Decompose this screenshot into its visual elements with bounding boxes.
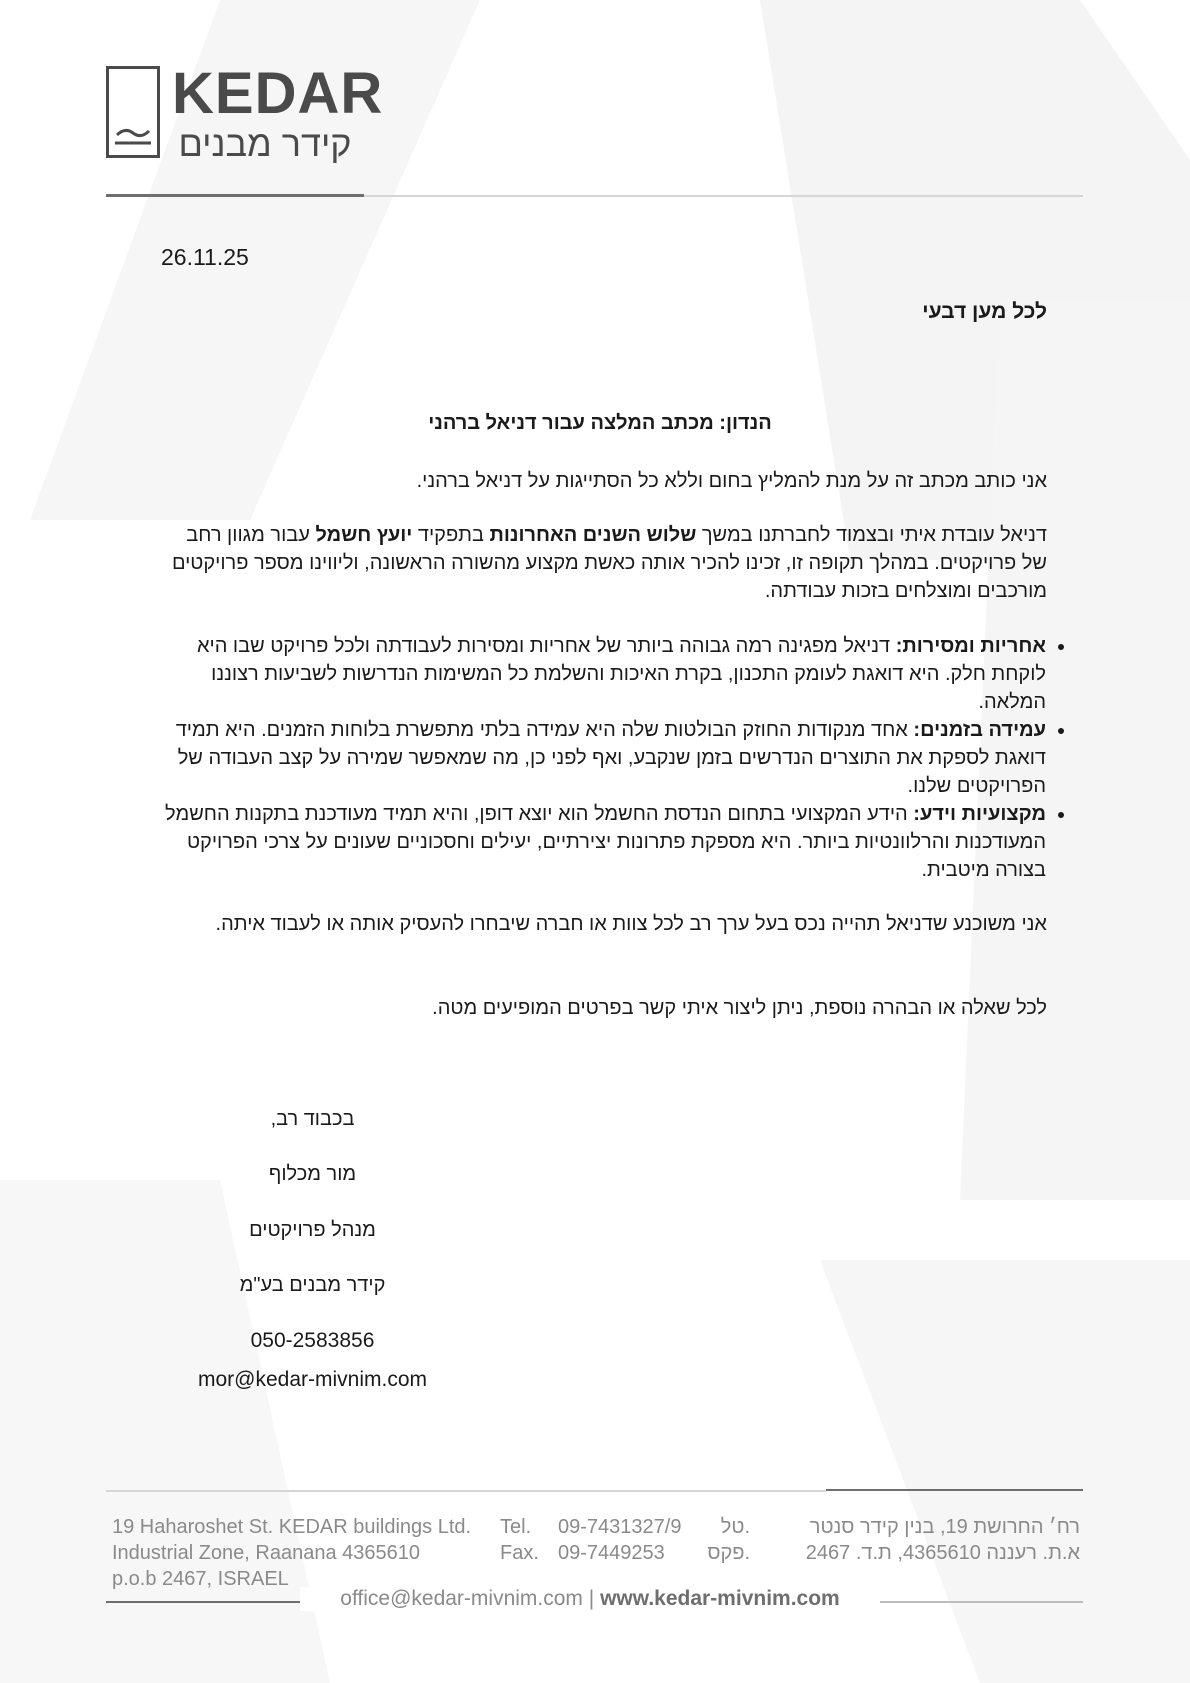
signature-name: מור מכלוף bbox=[268, 1163, 357, 1185]
footer-rule bbox=[106, 1490, 826, 1492]
signature-company: קידר מבנים בע"מ bbox=[239, 1274, 386, 1296]
footer-phones bbox=[500, 1514, 760, 1566]
header-rule-accent bbox=[106, 194, 364, 197]
footer-fax-label-en: Fax. bbox=[500, 1542, 539, 1564]
footer-address-he-line: א.ת. רעננה 4365610, ת.ד. 2467 bbox=[805, 1542, 1080, 1564]
footer-bottom-rule-right bbox=[865, 1601, 1083, 1603]
signature-phone: 050-2583856 bbox=[250, 1329, 375, 1352]
intro-paragraph: אני כותב מכתב זה על מנת להמליץ בחום וללא כל הסתייגות על דניאל ברהני. bbox=[416, 470, 1047, 492]
list-item bbox=[141, 800, 1046, 884]
footer-address-en bbox=[112, 1514, 482, 1592]
list-item bbox=[141, 716, 1046, 800]
footer-address-he-line: רח׳ החרושת 19, בנין קידר סנטר bbox=[809, 1516, 1080, 1538]
footer-tel-row bbox=[500, 1514, 760, 1540]
footer-fax-row bbox=[500, 1540, 760, 1566]
experience-text-c: בתפקיד bbox=[412, 524, 490, 546]
bullet-title: אחריות ומסירות: bbox=[895, 635, 1046, 657]
qualities-list bbox=[141, 632, 1070, 884]
logo-wordmark-he: קידר מבנים bbox=[178, 123, 352, 164]
list-item bbox=[141, 632, 1046, 716]
signature-email[interactable]: mor@kedar-mivnim.com bbox=[197, 1368, 427, 1391]
bullet-text: דניאל מפגינה רמה גבוהה ביותר של אחריות ומסירות לעבודתה ולכל פרויקט שבו היא לוקחת חלק. היא דואגת לעומק התכנון, בקרת האיכות והשלמת כל המשימות הנדרשות לשביעות רצוננו המלאה. bbox=[196, 635, 1046, 713]
letter-recipient: לכל מען דבעי bbox=[922, 300, 1047, 323]
letter-subject: הנדון: מכתב המלצה עבור דניאל ברהני bbox=[428, 412, 772, 434]
company-logo bbox=[106, 61, 384, 164]
bullet-text: אחד מנקודות החוזק הבולטות שלה היא עמידה בלתי מתפשרת בלוחות הזמנים. היא תמיד דואגת לספקת את התוצרים הנדרשים בזמן שנקבע, ואף לפני כן, מה שמאפשר שמירה על קצב העבודה של הפרויקטים שלנו. bbox=[175, 719, 1046, 797]
footer-address-he bbox=[760, 1514, 1080, 1566]
footer-bottom-rule-left bbox=[106, 1601, 321, 1603]
footer-address-en-line: 19 Haharoshet St. KEDAR buildings Ltd. bbox=[112, 1516, 472, 1538]
logo-wordmark-en: KEDAR bbox=[172, 61, 384, 126]
footer-address-en-line: Industrial Zone, Raanana 4365610 bbox=[112, 1542, 421, 1564]
experience-text-e: עבור מגוון רחב של פרויקטים. במהלך תקופה זו, זכינו להכיר אותה כאשת מקצוע מהשורה הראשונה, וליווינו מספר פרויקטים מורכבים ומוצלחים בזכות עבודתה. bbox=[171, 524, 1047, 602]
experience-text-a: דניאל עובדת איתי ובצמוד לחברתנו במשך bbox=[696, 524, 1047, 546]
bullet-title: עמידה בזמנים: bbox=[913, 719, 1046, 741]
header-rule bbox=[364, 195, 1083, 197]
footer-separator: | bbox=[588, 1587, 595, 1610]
contact-paragraph: לכל שאלה או הבהרה נוספת, ניתן ליצור איתי קשר בפרטים המופיעים מטה. bbox=[432, 997, 1047, 1019]
footer-web-contacts bbox=[300, 1587, 880, 1611]
signature-role: מנהל פרויקטים bbox=[249, 1219, 376, 1241]
logo-frame-icon bbox=[106, 66, 160, 158]
footer-tel-label-he: טל. bbox=[720, 1516, 750, 1538]
footer-tel-value: 09-7431327/9 bbox=[558, 1516, 682, 1538]
bullet-title: מקצועיות וידע: bbox=[913, 803, 1046, 825]
closing-paragraph: אני משוכנע שדניאל תהייה נכס בעל ערך רב לכל צוות או חברה שיבחרו להעסיק אותה או לעבוד איתה. bbox=[215, 913, 1047, 935]
footer-address-en-line: p.o.b 2467, ISRAEL bbox=[112, 1568, 289, 1590]
footer-tel-label-en: Tel. bbox=[500, 1516, 532, 1538]
footer-website-link[interactable]: www.kedar-mivnim.com bbox=[600, 1587, 840, 1610]
signature-regards: בכבוד רב, bbox=[270, 1108, 355, 1130]
footer-rule-accent bbox=[826, 1489, 1083, 1491]
experience-paragraph bbox=[167, 521, 1047, 605]
footer-fax-label-he: פקס. bbox=[707, 1542, 750, 1564]
experience-role: יועץ חשמל bbox=[315, 524, 413, 546]
letter-date: 26.11.25 bbox=[161, 244, 249, 270]
footer-office-email[interactable]: office@kedar-mivnim.com bbox=[340, 1587, 583, 1610]
experience-duration: שלוש השנים האחרונות bbox=[489, 524, 697, 546]
footer-fax-value: 09-7449253 bbox=[558, 1542, 665, 1564]
bullet-text: הידע המקצועי בתחום הנדסת החשמל הוא יוצא דופן, והיא תמיד מעודכנת בתקנות החשמל המעודכנות והרלוונטיות ביותר. היא מספקת פתרונות יצירתיים, יעילים וחסכוניים שעונים על צרכי הפרויקט בצורה מיטבית. bbox=[165, 803, 1046, 881]
